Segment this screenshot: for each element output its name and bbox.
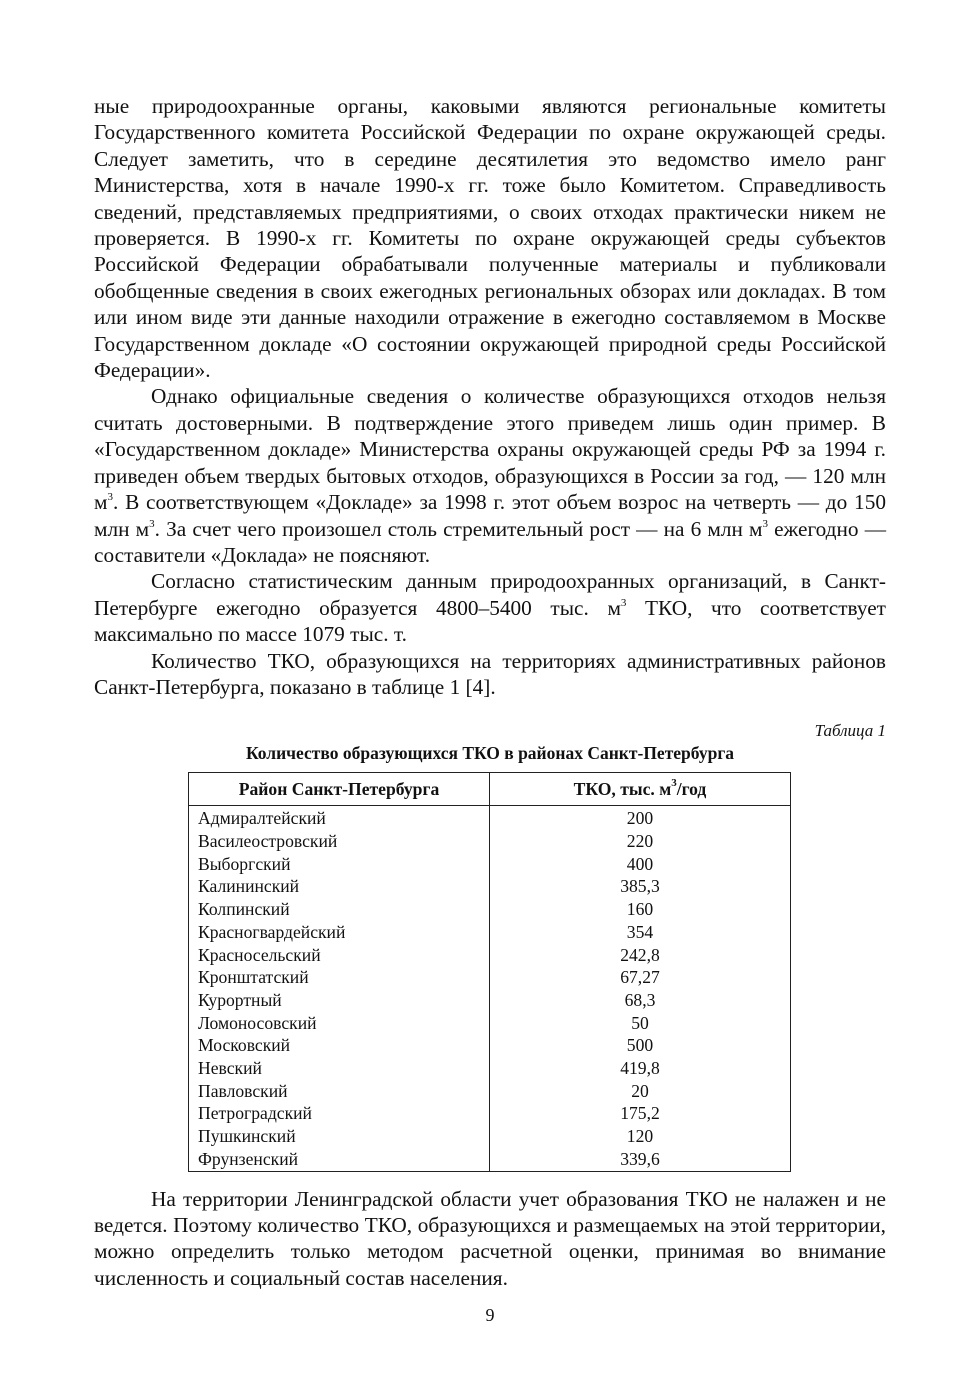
tko-value: 354 xyxy=(490,921,791,944)
table-row xyxy=(189,1012,791,1035)
page-content xyxy=(94,93,886,1291)
tko-value: 50 xyxy=(490,1012,791,1035)
paragraph-2 xyxy=(94,383,886,568)
table-label: Таблица 1 xyxy=(814,721,886,741)
table-row xyxy=(189,875,791,898)
superscript: 3 xyxy=(149,517,155,530)
tko-value: 200 xyxy=(490,806,791,830)
district-name: Колпинский xyxy=(189,898,490,921)
tko-value: 242,8 xyxy=(490,944,791,967)
table-row xyxy=(189,1057,791,1080)
table-body xyxy=(189,806,791,1171)
tko-value: 67,27 xyxy=(490,966,791,989)
tko-value: 419,8 xyxy=(490,1057,791,1080)
header-tko-sup: 3 xyxy=(671,776,677,789)
table-row xyxy=(189,944,791,967)
district-name: Василеостровский xyxy=(189,830,490,853)
paragraph-1: ные природоохранные органы, каковыми являются региональные комитеты Государственного комитета Российской Федерации по охране окружающей среды. Следует заметить, что в середине десятилетия это ведомство имело ранг Министерства, хотя в начале 1990-х гг. тоже было Комитетом. Справедливость сведений, представляемых предприятиями, о своих отходах практически никем не проверяется. В 1990-х гг. Комитеты по охране окружающей среды субъектов Российской Федерации обрабатывали полученные материалы и публиковали обобщенные сведения в своих ежегодных региональных обзорах или докладах. В том или ином виде эти данные находили отражение в ежегодно составляемом в Москве Государственном докладе «О состоянии окружающей природной среды Российской Федерации». xyxy=(94,94,886,383)
district-name: Ломоносовский xyxy=(189,1012,490,1035)
district-name: Калининский xyxy=(189,875,490,898)
header-tko-pre: ТКО, тыс. м xyxy=(573,778,672,799)
superscript: 3 xyxy=(762,517,768,530)
table-row xyxy=(189,1125,791,1148)
paragraph-2-part-a: Однако официальные сведения о количестве образующихся отходов нельзя считать достоверными. В подтверждение этого приведем лишь один пример. В «Государственном докладе» Министерства охраны окружающей среды РФ за 1994 г. приведен объем твердых бытовых отходов, образующихся в России за год, — 120 млн м xyxy=(94,384,886,515)
district-name: Петроградский xyxy=(189,1102,490,1125)
district-name: Кронштатский xyxy=(189,966,490,989)
tko-value: 400 xyxy=(490,853,791,876)
table-row xyxy=(189,1034,791,1057)
superscript: 3 xyxy=(107,491,113,504)
paragraph-3-part-a: Согласно статистическим данным природоохранных организаций, в Санкт-Петербурге ежегодно образуется 4800–5400 тыс. м xyxy=(94,569,886,620)
district-name: Фрунзенский xyxy=(189,1148,490,1171)
table-row xyxy=(189,898,791,921)
table-row xyxy=(189,1102,791,1125)
paragraph-2-part-c: . За счет чего произошел столь стремительный рост — на 6 млн м xyxy=(154,516,763,541)
table-row xyxy=(189,921,791,944)
table-row xyxy=(189,1148,791,1171)
district-name: Пушкинский xyxy=(189,1125,490,1148)
table-row xyxy=(189,830,791,853)
tko-value: 220 xyxy=(490,830,791,853)
table-row xyxy=(189,853,791,876)
district-table xyxy=(188,772,791,1171)
district-name: Красногвардейский xyxy=(189,921,490,944)
paragraph-4: Количество ТКО, образующихся на территориях административных районов Санкт-Петербурга, показано в таблице 1 [4]. xyxy=(94,648,886,699)
district-name: Выборгский xyxy=(189,853,490,876)
page-number: 9 xyxy=(485,1305,495,1325)
tko-value: 500 xyxy=(490,1034,791,1057)
tko-value: 20 xyxy=(490,1080,791,1103)
paragraph-2-part-b: . В соответствующем «Докладе» за 1998 г. этот объем возрос на четверть — до 150 млн м xyxy=(94,490,886,541)
header-tko-post: /год xyxy=(676,778,707,799)
district-name: Московский xyxy=(189,1034,490,1057)
district-name: Невский xyxy=(189,1057,490,1080)
header-tko xyxy=(490,773,791,806)
paragraph-5: На территории Ленинградской области учет образования ТКО не налажен и не ведется. Поэтому количество ТКО, образующихся и размещаемых на этой территории, можно определить только методом расчетной оценки, принимая во внимание численность и социальный состав населения. xyxy=(94,1186,886,1290)
district-name: Курортный xyxy=(189,989,490,1012)
district-name: Павловский xyxy=(189,1080,490,1103)
paragraph-3-part-b: ТКО, что соответствует максимально по массе 1079 тыс. т. xyxy=(94,595,886,647)
header-district: Район Санкт-Петербурга xyxy=(189,773,490,806)
table-row xyxy=(189,806,791,830)
tko-value: 175,2 xyxy=(490,1102,791,1125)
tko-value: 160 xyxy=(490,898,791,921)
table-row xyxy=(189,1080,791,1103)
table-caption: Количество образующихся ТКО в районах Санкт-Петербурга xyxy=(245,743,735,764)
table-row xyxy=(189,966,791,989)
table-header-row xyxy=(189,773,791,806)
tko-value: 120 xyxy=(490,1125,791,1148)
tko-value: 385,3 xyxy=(490,875,791,898)
table-row xyxy=(189,989,791,1012)
district-name: Красносельский xyxy=(189,944,490,967)
district-name: Адмиралтейский xyxy=(189,806,490,830)
paragraph-3 xyxy=(94,568,886,647)
tko-value: 68,3 xyxy=(490,989,791,1012)
paragraph-2-part-d: ежегодно — составители «Доклада» не поясняют. xyxy=(94,516,886,567)
tko-value: 339,6 xyxy=(490,1148,791,1171)
superscript: 3 xyxy=(620,596,627,609)
